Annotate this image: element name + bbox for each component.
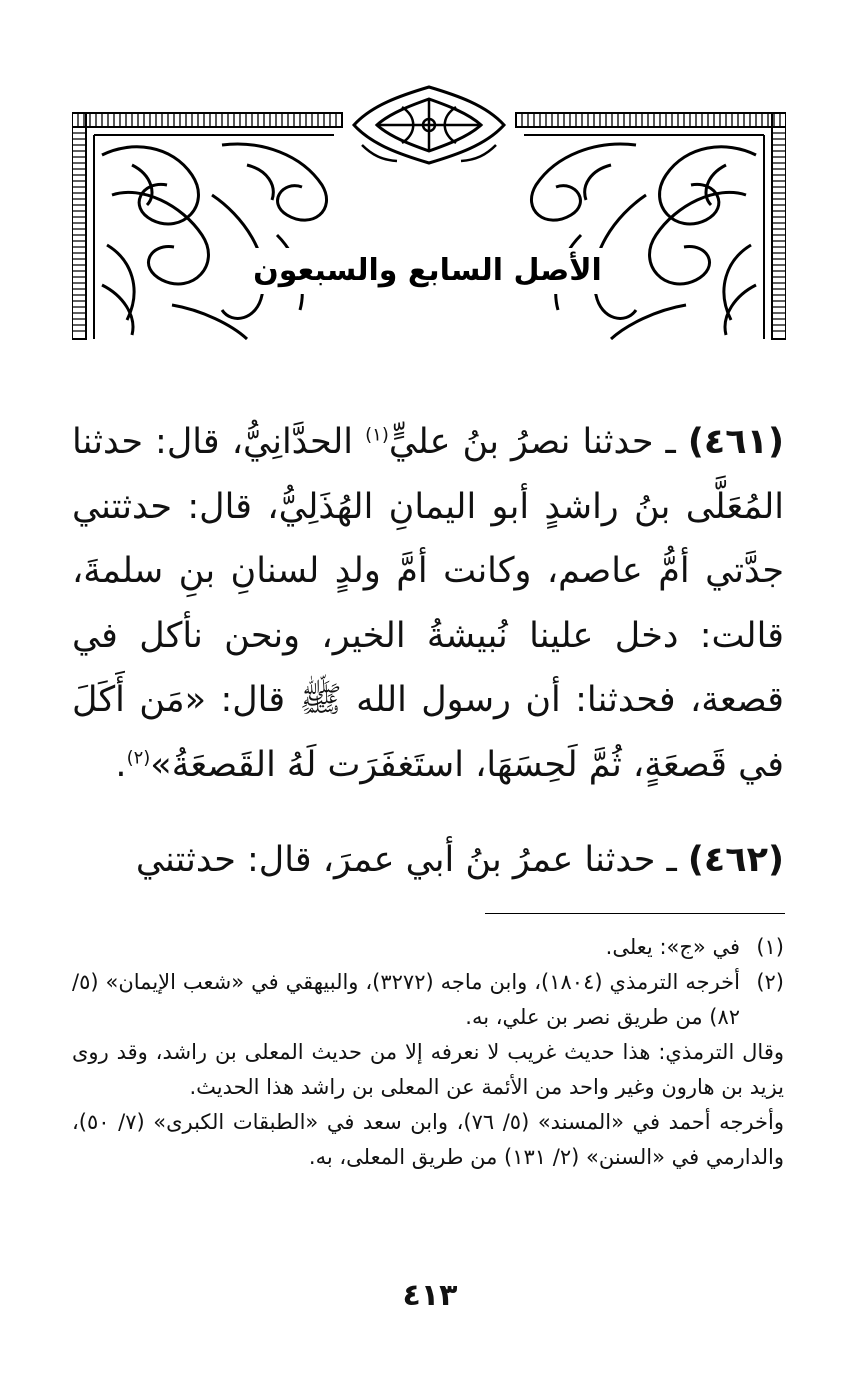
- footnote-2: [72, 965, 784, 1035]
- isnad-opening: ـ حدثنا نصرُ بنُ عليٍّ: [388, 422, 676, 462]
- main-text: [72, 410, 784, 892]
- hadith-461-paragraph: [72, 410, 784, 798]
- hadith-text: الحدَّانِيُّ، قال: حدثنا المُعَلَّى بنُ راشدٍ أبو اليمانِ الهُذَلِيُّ، قال: حدثتني جدَّتي أمُّ عاصم، وكانت أمَّ ولدٍ لسنانِ بنِ سلمةَ، قالت: دخل علينا نُبيشةُ الخير، ونحن نأكل في قصعة، فحدثنا: أن رسول الله ﷺ قال: «مَن أَكَلَ في قَصعَةٍ، ثُمَّ لَحِسَهَا، استَغفَرَت لَهُ القَصعَةُ»: [72, 422, 784, 785]
- hadith-text: ـ حدثنا عمرُ بنُ أبي عمرَ، قال: حدثتني: [135, 839, 677, 880]
- page-number: ٤١٣: [402, 1278, 458, 1313]
- hadith-number: (٤٦١): [687, 422, 784, 462]
- footnote-text: أخرجه الترمذي (١٨٠٤)، وابن ماجه (٣٢٧٢)، والبيهقي في «شعب الإيمان» (٥/ ٨٢) من طريق نصر بن علي، به.: [72, 970, 740, 1029]
- footnote-mark: (٢): [756, 970, 784, 994]
- footnote-ref-1[interactable]: (١): [365, 424, 389, 446]
- chapter-title: الأصل السابع والسبعون: [250, 248, 605, 294]
- arabesque-ornament-icon: [72, 85, 786, 340]
- footnote-ref-2[interactable]: (٢): [126, 747, 151, 769]
- footnote-text: في «ج»: يعلى.: [605, 935, 740, 959]
- footnote-separator: [485, 913, 785, 914]
- hadith-number: (٤٦٢): [687, 839, 784, 880]
- footnote-1: [72, 930, 784, 965]
- hadith-462-paragraph: [72, 828, 784, 893]
- footnote-continuation: وأخرجه أحمد في «المسند» (٥/ ٧٦)، وابن سعد في «الطبقات الكبرى» (٧/ ٥٠)، والدارمي في «السنن» (٢/ ١٣١) من طريق المعلى، به.: [72, 1110, 784, 1169]
- ornamental-header-frame: [72, 85, 786, 340]
- footnotes: [72, 930, 784, 1175]
- footnote-continuation: وقال الترمذي: هذا حديث غريب لا نعرفه إلا من حديث المعلى بن راشد، وقد روى يزيد بن هارون وغير واحد من الأئمة عن المعلى بن راشد هذا الحديث.: [72, 1040, 784, 1099]
- hadith-end-punctuation: .: [115, 744, 127, 785]
- footnote-mark: (١): [756, 935, 784, 959]
